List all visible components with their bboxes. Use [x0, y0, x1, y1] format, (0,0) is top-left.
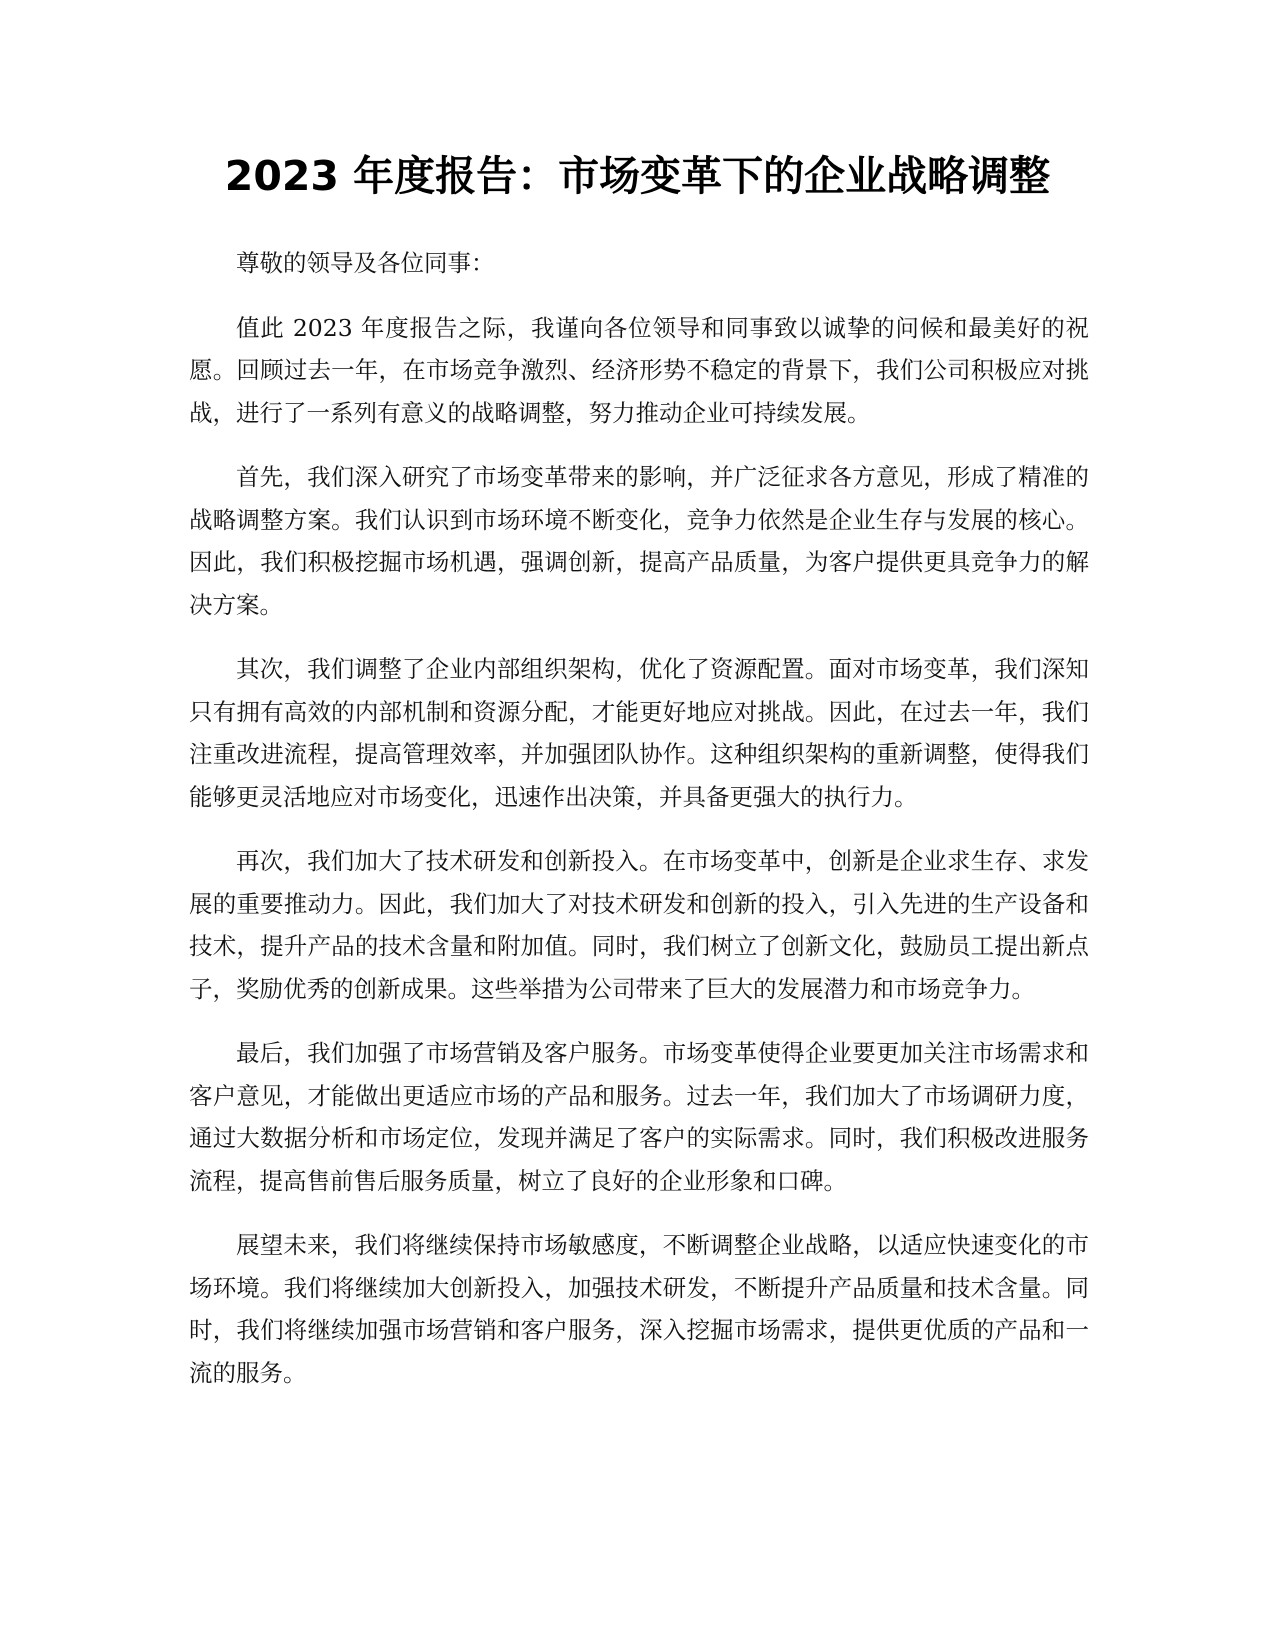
salutation: 尊敬的领导及各位同事： [236, 249, 495, 277]
document-body [189, 242, 1089, 1416]
document-title: 2023 年度报告：市场变革下的企业战略调整 [224, 152, 1051, 200]
paragraph-marketing: 最后，我们加强了市场营销及客户服务。市场变革使得企业要更加关注市场需求和客户意见，才能做出更适应市场的产品和服务。过去一年，我们加大了市场调研力度，通过大数据分析和市场定位，发现并满足了客户的实际需求。同时，我们积极改进服务流程，提高售前售后服务质量，树立了良好的企业形象和口碑。 [189, 1039, 1089, 1195]
paragraph-outlook: 展望未来，我们将继续保持市场敏感度，不断调整企业战略，以适应快速变化的市场环境。我们将继续加大创新投入，加强技术研发，不断提升产品质量和技术含量。同时，我们将继续加强市场营销和客户服务，深入挖掘市场需求，提供更优质的产品和一流的服务。 [189, 1231, 1089, 1387]
paragraph-innovation: 再次，我们加大了技术研发和创新投入。在市场变革中，创新是企业求生存、求发展的重要推动力。因此，我们加大了对技术研发和创新的投入，引入先进的生产设备和技术，提升产品的技术含量和附加值。同时，我们树立了创新文化，鼓励员工提出新点子，奖励优秀的创新成果。这些举措为公司带来了巨大的发展潜力和市场竞争力。 [189, 847, 1089, 1003]
paragraph-organization: 其次，我们调整了企业内部组织架构，优化了资源配置。面对市场变革，我们深知只有拥有高效的内部机制和资源分配，才能更好地应对挑战。因此，在过去一年，我们注重改进流程，提高管理效率，并加强团队协作。这种组织架构的重新调整，使得我们能够更灵活地应对市场变化，迅速作出决策，并具备更强大的执行力。 [189, 655, 1089, 811]
paragraph-greeting: 值此 2023 年度报告之际，我谨向各位领导和同事致以诚挚的问候和最美好的祝愿。回顾过去一年，在市场竞争激烈、经济形势不稳定的背景下，我们公司积极应对挑战，进行了一系列有意义的战略调整，努力推动企业可持续发展。 [189, 313, 1089, 427]
paragraph-strategy-research: 首先，我们深入研究了市场变革带来的影响，并广泛征求各方意见，形成了精准的战略调整方案。我们认识到市场环境不断变化，竞争力依然是企业生存与发展的核心。因此，我们积极挖掘市场机遇，强调创新，提高产品质量，为客户提供更具竞争力的解决方案。 [189, 463, 1089, 619]
